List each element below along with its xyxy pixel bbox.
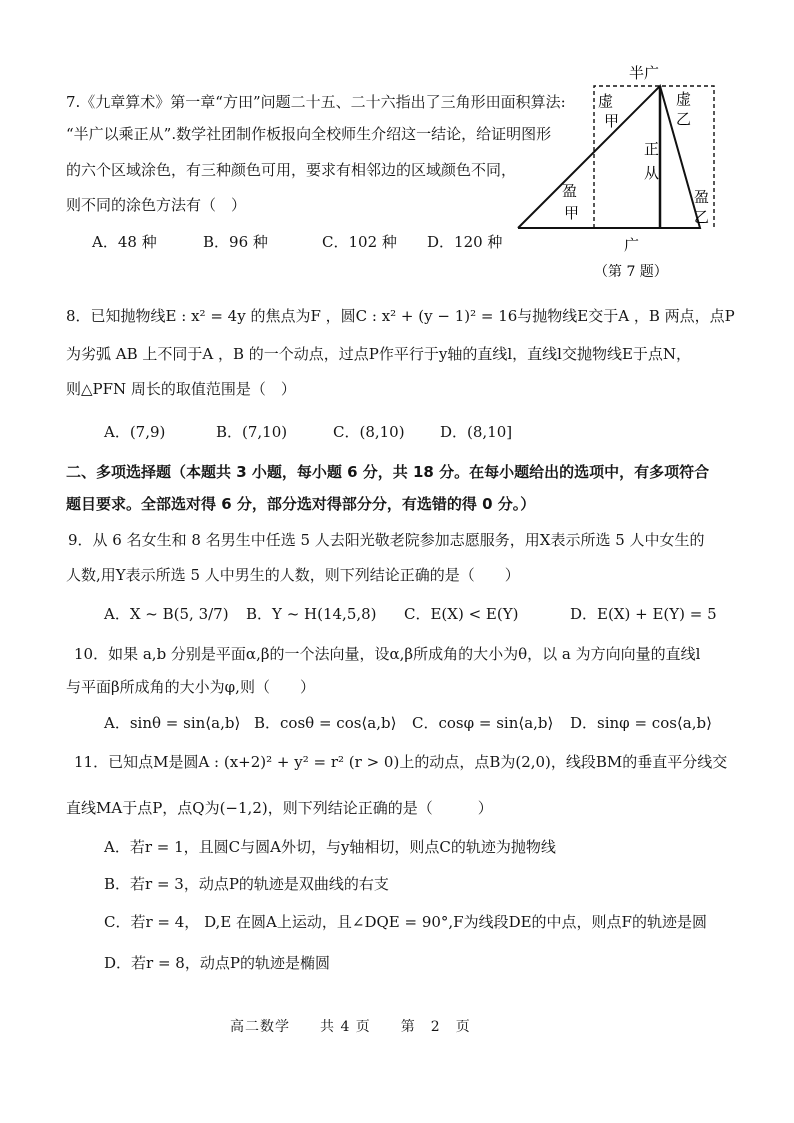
q10-line-2: 与平面β所成角的大小为φ,则（ ） — [66, 678, 315, 696]
label-xu-jia-2: 甲 — [604, 112, 620, 130]
label-ying-jia-1: 盈 — [562, 182, 578, 200]
q7-line-2: “半广以乘正从”.数学社团制作板报向全校师生介绍这一结论，给证明图形 — [66, 125, 552, 143]
q8-option-d: D．(8,10] — [440, 423, 513, 441]
label-half-base: 半广 — [629, 64, 660, 82]
q9-option-a: A．X ~ B(5, 3/7) — [104, 605, 229, 623]
q7-option-c: C．102 种 — [322, 233, 397, 251]
q8-option-a: A．(7,9) — [104, 423, 166, 441]
q8-option-c: C．(8,10) — [333, 423, 405, 441]
q11-line-2: 直线MA于点P，点Q为(−1,2)，则下列结论正确的是（ ） — [66, 799, 493, 817]
q7-option-b: B．96 种 — [203, 233, 268, 251]
q7-triangle-figure — [508, 62, 738, 284]
q11-option-d: D．若r = 8，动点P的轨迹是椭圆 — [104, 954, 330, 972]
label-xu-yi-2: 乙 — [676, 110, 692, 128]
q9-option-d: D．E(X) + E(Y) = 5 — [570, 605, 717, 623]
label-xu-jia-1: 虚 — [598, 92, 614, 110]
q9-line-2: 人数,用Y表示所选 5 人中男生的人数，则下列结论正确的是（ ） — [66, 566, 520, 584]
q8-line-2: 为劣弧 AB 上不同于A ，B 的一个动点，过点P作平行于y轴的直线l，直线l交抛物线E于点N， — [66, 345, 692, 363]
q10-option-b: B．cosθ = cos⟨a,b⟩ — [254, 714, 397, 732]
q9-option-c: C．E(X) < E(Y) — [404, 605, 519, 623]
section-2-heading-line-2: 题目要求。全部选对得 6 分，部分选对得部分分，有选错的得 0 分。） — [66, 495, 536, 513]
q11-line-1: 11．已知点M是圆A : (x+2)² + y² = r² (r > 0)上的动点，点B为(2,0)，线段BM的垂直平分线交 — [74, 753, 728, 771]
q11-option-b: B．若r = 3，动点P的轨迹是双曲线的右支 — [104, 875, 389, 893]
section-2-heading-line-1: 二、多项选择题（本题共 3 小题，每小题 6 分，共 18 分。在每小题给出的选项中，有多项符合 — [66, 463, 710, 481]
page-footer: 高二数学 共 4 页 第 2 页 — [230, 1019, 471, 1035]
q10-option-c: C．cosφ = sin⟨a,b⟩ — [412, 714, 554, 732]
label-xu-yi-1: 虚 — [676, 90, 692, 108]
figure-caption: （第 7 题） — [594, 264, 668, 280]
q7-option-d: D．120 种 — [427, 233, 503, 251]
label-zheng: 正 — [644, 140, 660, 158]
q7-line-1: 7.《九章算术》第一章“方田”问题二十五、二十六指出了三角形田面积算法: — [66, 93, 566, 111]
q7-line-4: 则不同的涂色方法有（ ） — [66, 196, 247, 214]
label-base: 广 — [624, 236, 640, 254]
q8-line-1: 8．已知抛物线E : x² = 4y 的焦点为F ，圆C : x² + (y − 1)² = 16与抛物线E交于A ，B 两点，点P — [66, 307, 735, 325]
q8-option-b: B．(7,10) — [216, 423, 288, 441]
q11-option-a: A．若r = 1，且圆C与圆A外切，与y轴相切，则点C的轨迹为抛物线 — [104, 838, 556, 856]
q9-line-1: 9．从 6 名女生和 8 名男生中任选 5 人去阳光敬老院参加志愿服务，用X表示所选 5 人中女生的 — [68, 531, 705, 549]
label-ying-jia-2: 甲 — [564, 204, 580, 222]
label-cong: 从 — [644, 164, 660, 182]
q8-line-3: 则△PFN 周长的取值范围是（ ） — [66, 380, 296, 398]
q7-line-3: 的六个区域涂色，有三种颜色可用，要求有相邻边的区域颜色不同， — [66, 161, 517, 179]
q9-option-b: B．Y ~ H(14,5,8) — [246, 605, 377, 623]
q11-option-c: C．若r = 4， D,E 在圆A上运动，且∠DQE = 90°,F为线段DE的中点，则点F的轨迹是圆 — [104, 913, 707, 931]
q10-option-d: D．sinφ = cos⟨a,b⟩ — [570, 714, 712, 732]
label-ying-yi-1: 盈 — [694, 188, 710, 206]
label-ying-yi-2: 乙 — [694, 208, 710, 226]
q7-option-a: A．48 种 — [92, 233, 157, 251]
q10-line-1: 10．如果 a,b 分别是平面α,β的一个法向量，设α,β所成角的大小为θ，以 a 为方向向量的直线l — [74, 645, 701, 663]
q10-option-a: A．sinθ = sin⟨a,b⟩ — [104, 714, 241, 732]
